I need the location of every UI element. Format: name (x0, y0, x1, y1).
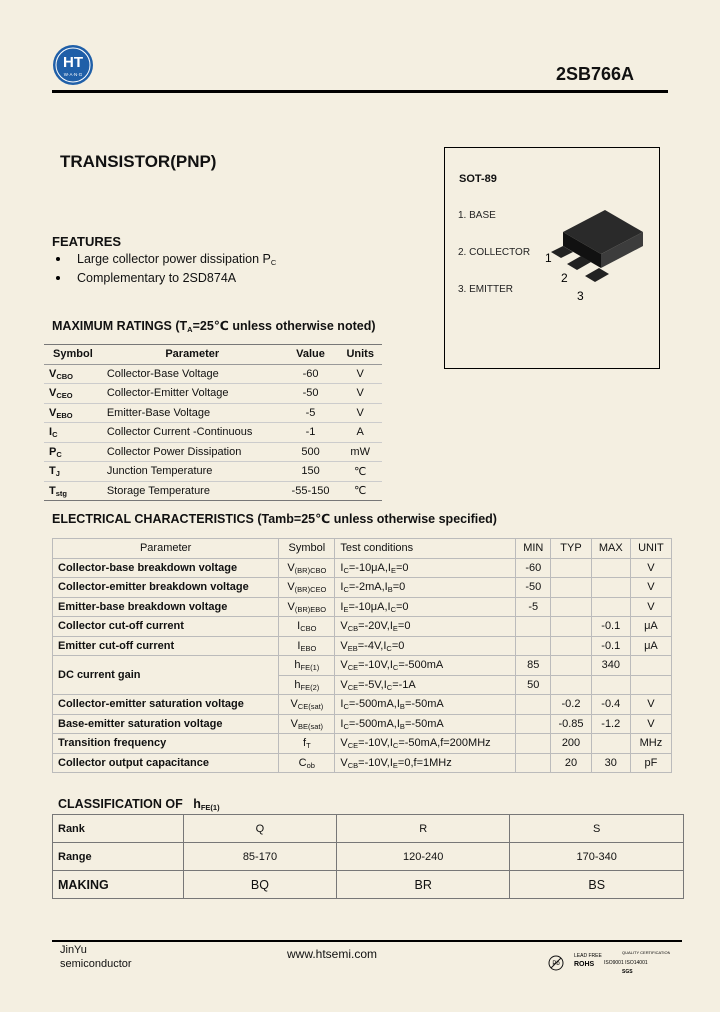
class-cell: 170-340 (510, 843, 684, 871)
column-header: Symbol (279, 539, 335, 559)
table-row (44, 481, 382, 501)
condition-cell: $V_{EB}=-4V,I_C=0$ (335, 636, 516, 656)
symbol-cell: $V_{(BR)CBO}$ (279, 558, 335, 578)
symbol-cell: $I_{CBO}$ (279, 617, 335, 637)
column-header: Parameter (53, 539, 279, 559)
table-row (53, 695, 672, 715)
max-cell (591, 578, 630, 598)
condition-cell: $V_{CB}=-10V,I_E=0,f=1MHz$ (335, 753, 516, 773)
condition-cell: $I_C=-500mA,I_B=-50mA$ (335, 714, 516, 734)
row-label: Range (53, 843, 184, 871)
value-cell: 500 (283, 442, 339, 462)
table-row (44, 423, 382, 443)
electrical-heading: ELECTRICAL CHARACTERISTICS (Tamb=25℃ unless otherwise specified) (52, 512, 497, 526)
parameter-cell: Emitter cut-off current (53, 636, 279, 656)
pin-label-emitter: 3. EMITTER (458, 284, 514, 295)
header-divider (52, 90, 668, 93)
symbol-cell: $C_{ob}$ (279, 753, 335, 773)
class-cell: R (336, 815, 510, 843)
condition-cell: $I_C=-10\mu A,I_E=0$ (335, 558, 516, 578)
max-cell (591, 734, 630, 754)
typ-cell (551, 597, 591, 617)
unit-cell: V (630, 597, 671, 617)
table-row (53, 871, 684, 899)
parameter-cell: Collector-emitter saturation voltage (53, 695, 279, 715)
sot89-package-diagram (541, 204, 651, 304)
condition-cell: $V_{CE}=-10V,I_C=-50mA,f=200MHz$ (335, 734, 516, 754)
parameter-cell: Collector-base breakdown voltage (53, 558, 279, 578)
parameter-cell: Collector-Base Voltage (102, 364, 283, 384)
table-row (53, 656, 672, 676)
parameter-cell: Collector Power Dissipation (102, 442, 283, 462)
typ-cell (551, 675, 591, 695)
class-cell: BQ (184, 871, 337, 899)
column-header: MIN (516, 539, 551, 559)
column-header: TYP (551, 539, 591, 559)
classification-heading: CLASSIFICATION OF $h_{FE(1)}$ (58, 797, 220, 812)
symbol-cell: $V_{BE(sat)}$ (279, 714, 335, 734)
iso-label: ISO9001 ISO14001 (604, 960, 648, 966)
row-label: MAKING (53, 871, 184, 899)
parameter-cell: Storage Temperature (106, 484, 210, 497)
class-cell: Q (184, 815, 337, 843)
logo-text: HT (63, 54, 83, 71)
min-cell: 85 (516, 656, 551, 676)
typ-cell: -0.85 (551, 714, 591, 734)
unit-cell: μA (630, 617, 671, 637)
feature-item: Complementary to 2SD874A (54, 271, 236, 285)
table-row (44, 442, 382, 462)
table-row (53, 843, 684, 871)
min-cell (516, 714, 551, 734)
company-logo (52, 44, 94, 86)
unit-cell (630, 675, 671, 695)
website-link[interactable]: www.htsemi.com (287, 947, 378, 961)
parameter-cell: Collector cut-off current (53, 617, 279, 637)
footer-divider (52, 940, 682, 942)
table-row (53, 734, 672, 754)
max-cell: -0.1 (591, 617, 630, 637)
feature-item: Large collector power dissipation $P_C$ (54, 252, 276, 266)
symbol-cell: $V_{CBO}$ (44, 364, 102, 384)
quality-cert-label: QUALITY CERTIFICATION (622, 950, 670, 955)
unit-cell: V (338, 364, 382, 384)
table-row (44, 364, 382, 384)
column-header: Symbol (44, 345, 102, 365)
company-name: JinYu semiconductor (60, 944, 132, 970)
unit-cell: μA (630, 636, 671, 656)
symbol-cell: $T_J$ (44, 462, 102, 482)
unit-cell: V (338, 403, 382, 423)
column-header: Units (338, 345, 382, 365)
max-cell: -1.2 (591, 714, 630, 734)
symbol-cell: $I_{EBO}$ (279, 636, 335, 656)
table-row (53, 617, 672, 637)
typ-cell (551, 578, 591, 598)
symbol-cell: $V_{CEO}$ (44, 384, 102, 404)
min-cell: 50 (516, 675, 551, 695)
max-cell (591, 558, 630, 578)
parameter-cell: Junction Temperature (102, 462, 283, 482)
bullet-icon (56, 257, 60, 261)
lead-free-label: LEAD FREE (574, 953, 602, 959)
table-row (44, 403, 382, 423)
parameter-cell: Transition frequency (53, 734, 279, 754)
symbol-cell: $P_C$ (44, 442, 102, 462)
parameter-cell: Base-emitter saturation voltage (53, 714, 279, 734)
table-row (53, 578, 672, 598)
pin-number-3: 3 (577, 289, 584, 303)
column-header: Parameter (102, 345, 283, 365)
typ-cell: 20 (551, 753, 591, 773)
pin-number-1: 1 (545, 251, 552, 265)
symbol-cell: $f_T$ (279, 734, 335, 754)
unit-cell: V (630, 695, 671, 715)
package-title: SOT-89 (459, 173, 497, 185)
column-header: MAX (591, 539, 630, 559)
symbol-cell: $V_{(BR)CEO}$ (279, 578, 335, 598)
unit-cell: mW (338, 442, 382, 462)
electrical-table (52, 538, 672, 773)
class-cell: 85-170 (184, 843, 337, 871)
unit-cell: pF (630, 753, 671, 773)
min-cell (516, 695, 551, 715)
typ-cell: 200 (551, 734, 591, 754)
classification-table (52, 814, 684, 899)
condition-cell: $I_E=-10\mu A,I_C=0$ (335, 597, 516, 617)
pin-label-base: 1. BASE (458, 210, 496, 221)
min-cell (516, 753, 551, 773)
value-cell: -55-150 (291, 484, 330, 497)
max-cell: -0.4 (591, 695, 630, 715)
table-row (44, 462, 382, 482)
symbol-cell: $V_{(BR)EBO}$ (279, 597, 335, 617)
sgs-label: SGS (622, 969, 633, 975)
min-cell (516, 636, 551, 656)
rohs-label: ROHS (574, 961, 595, 968)
symbol-cell: $V_{CE(sat)}$ (279, 695, 335, 715)
value-cell: -50 (283, 384, 339, 404)
symbol-cell: $h_{FE(1)}$ (279, 656, 335, 676)
unit-cell (630, 656, 671, 676)
unit-cell: V (630, 714, 671, 734)
typ-cell (551, 558, 591, 578)
features-heading: FEATURES (52, 234, 122, 249)
pb-icon: Pb (552, 961, 560, 967)
typ-cell (551, 636, 591, 656)
typ-cell (551, 617, 591, 637)
condition-cell: $V_{CE}=-10V,I_C=-500mA$ (335, 656, 516, 676)
symbol-cell: $V_{EBO}$ (44, 403, 102, 423)
column-header: Value (283, 345, 339, 365)
typ-cell: -0.2 (551, 695, 591, 715)
value-cell: -1 (283, 423, 339, 443)
parameter-cell: Collector Current -Continuous (102, 423, 283, 443)
class-cell: BR (336, 871, 510, 899)
part-number: 2SB766A (555, 64, 634, 84)
logo-subtext: W·A·N·G (63, 72, 83, 77)
value-cell: 150 (283, 462, 339, 482)
typ-cell (551, 656, 591, 676)
class-cell: BS (510, 871, 684, 899)
class-cell: S (510, 815, 684, 843)
package-box (444, 147, 660, 369)
bullet-icon (56, 276, 60, 280)
table-row (53, 753, 672, 773)
unit-cell: A (338, 423, 382, 443)
pin-number-2: 2 (561, 271, 568, 285)
min-cell (516, 617, 551, 637)
min-cell: -5 (516, 597, 551, 617)
unit-cell: V (630, 578, 671, 598)
value-cell: -5 (283, 403, 339, 423)
parameter-cell: Emitter-Base Voltage (102, 403, 283, 423)
table-row (53, 815, 684, 843)
min-cell: -60 (516, 558, 551, 578)
table-row (53, 636, 672, 656)
unit-cell: V (630, 558, 671, 578)
symbol-cell: $T_{stg}$ (49, 484, 67, 498)
unit-cell: MHz (630, 734, 671, 754)
parameter-cell: DC current gain (53, 656, 279, 695)
condition-cell: $V_{CE}=-5V,I_C=-1A$ (335, 675, 516, 695)
pin-label-collector: 2. COLLECTOR (458, 247, 531, 258)
condition-cell: $I_C=-2mA,I_B=0$ (335, 578, 516, 598)
certification-badges (548, 948, 670, 978)
table-row (53, 714, 672, 734)
max-cell (591, 597, 630, 617)
table-row (53, 558, 672, 578)
parameter-cell: Emitter-base breakdown voltage (53, 597, 279, 617)
max-cell (591, 675, 630, 695)
class-cell: 120-240 (336, 843, 510, 871)
condition-cell: $V_{CB}=-20V,I_E=0$ (335, 617, 516, 637)
table-row (44, 384, 382, 404)
unit-cell: ℃ (354, 485, 367, 498)
parameter-cell: Collector-emitter breakdown voltage (53, 578, 279, 598)
row-label: Rank (53, 815, 184, 843)
min-cell (516, 734, 551, 754)
symbol-cell: $I_C$ (44, 423, 102, 443)
table-row (53, 597, 672, 617)
unit-cell: V (338, 384, 382, 404)
max-ratings-heading: MAXIMUM RATINGS ($T_A=25℃$ unless otherwise noted) (52, 319, 376, 334)
symbol-cell: $h_{FE(2)}$ (279, 675, 335, 695)
column-header: UNIT (630, 539, 671, 559)
page-title: TRANSISTOR(PNP) (60, 152, 217, 171)
max-cell: 340 (591, 656, 630, 676)
max-cell: -0.1 (591, 636, 630, 656)
max-ratings-table (44, 344, 382, 501)
unit-cell: ℃ (338, 462, 382, 482)
parameter-cell: Collector-Emitter Voltage (102, 384, 283, 404)
condition-cell: $I_C=-500mA,I_B=-50mA$ (335, 695, 516, 715)
max-cell: 30 (591, 753, 630, 773)
column-header: Test conditions (335, 539, 516, 559)
parameter-cell: Collector output capacitance (53, 753, 279, 773)
min-cell: -50 (516, 578, 551, 598)
value-cell: -60 (283, 364, 339, 384)
